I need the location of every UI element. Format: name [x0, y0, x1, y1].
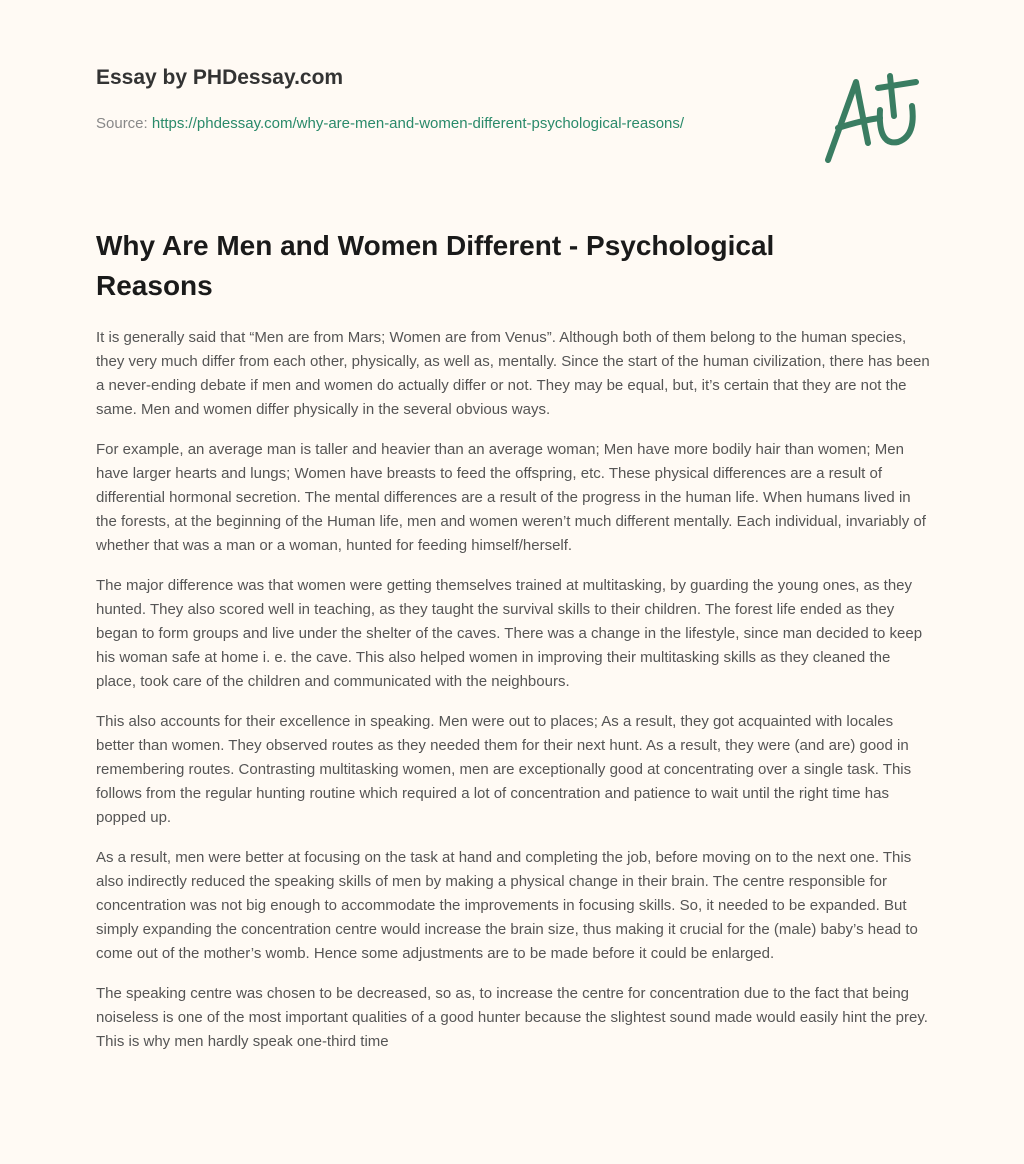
- source-link[interactable]: https://phdessay.com/why-are-men-and-women-different-psychological-reasons/: [151, 115, 685, 132]
- paragraph: This also accounts for their excellence in speaking. Men were out to places; As a result, they got acquainted with locales better than women. They observed routes as they needed them for their next hunt. As a result, they were (and are) good in remembering routes. Contrasting multitasking women, men are exceptionally good at concentrating over a single task. This follows from the regular hunting routine which required a lot of concentration and patience to wait until the right time has popped up.: [96, 713, 912, 826]
- paragraph: As a result, men were better at focusing on the task at hand and completing the job, before moving on to the next one. This also indirectly reduced the speaking skills of men by making a physical change in their brain. The centre responsible for concentration was not big enough to accommodate the improvements in focusing skills. So, it needed to be expanded. But simply expanding the concentration centre would increase the brain size, thus making it crucial for the (male) baby’s head to come out of the mother’s womb. Hence some adjustments are to be made before it could be enlarged.: [96, 849, 918, 962]
- paragraph: For example, an average man is taller and heavier than an average woman; Men have more bodily hair than women; Men have larger hearts and lungs; Women have breasts to feed the offspring, etc. These physical differences are a result of differential hormonal secretion. The mental differences are a result of the progress in the human life. When humans lived in the forests, at the beginning of the Human life, men and women weren’t much different mentally. Each individual, invariably of whether that was a man or a woman, hunted for feeding himself/herself.: [96, 441, 926, 554]
- paragraph: The speaking centre was chosen to be decreased, so as, to increase the centre for concentration due to the fact that being noiseless is one of the most important qualities of a good hunter because the slightest sound made would easily hint the prey. This is why men hardly speak one-third time: [96, 985, 928, 1050]
- essay-body: [96, 326, 930, 1070]
- page-title: Why Are Men and Women Different - Psychological Reasons: [96, 230, 775, 301]
- site-brand: Essay by PHDessay.com: [96, 66, 344, 89]
- paragraph: It is generally said that “Men are from Mars; Women are from Venus”. Although both of them belong to the human species, they very much differ from each other, physically, as well as, mentally. Since the start of the human civilization, there has been a never-ending debate if men and women do actually differ or not. They may be equal, but, it’s certain that they are not the same. Men and women differ physically in the several obvious ways.: [96, 329, 930, 418]
- source-line: [96, 112, 696, 135]
- source-label: Source:: [96, 115, 148, 132]
- a-plus-logo-icon: [818, 68, 928, 168]
- paragraph: The major difference was that women were getting themselves trained at multitasking, by guarding the young ones, as they hunted. They also scored well in teaching, as they taught the survival skills to their children. The forest life ended as they began to form groups and live under the shelter of the caves. There was a change in the lifestyle, since man decided to keep his woman safe at home i. e. the cave. This also helped women in improving their multitasking skills as they cleaned the place, took care of the children and communicated with the neighbours.: [96, 577, 923, 690]
